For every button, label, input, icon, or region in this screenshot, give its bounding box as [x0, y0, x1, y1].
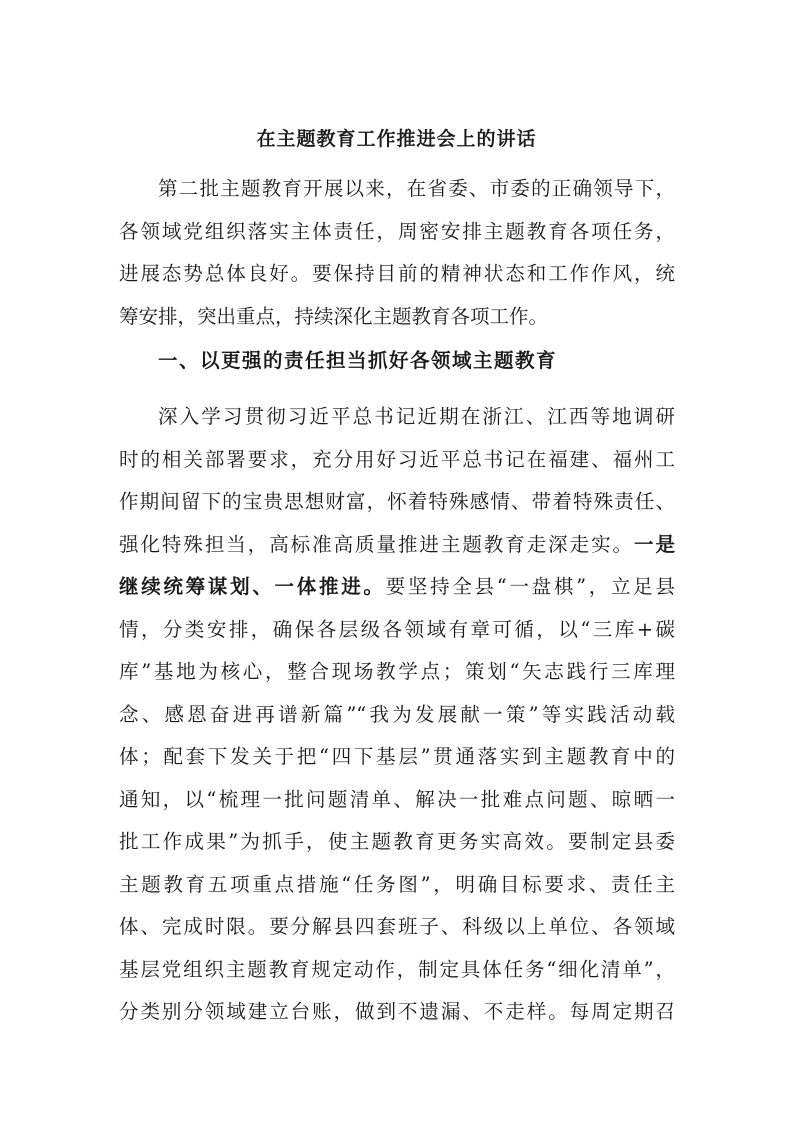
paragraph-line: 批工作成果”为抓手，使主题教育更务实高效。要制定县委: [119, 830, 675, 853]
paragraph-line: 通知，以“梳理一批问题清单、解决一批难点问题、晾晒一: [119, 787, 675, 811]
paragraph-line: 情，分类安排，确保各层级各领域有章可循，以“三库+碳: [119, 617, 675, 641]
emphasis-text: 继续统筹谋划、一体推进。: [119, 575, 386, 598]
paragraph-line: 体；配套下发关于把“四下基层”贯通落实到主题教育中的: [119, 745, 675, 768]
paragraph-text: 强化特殊担当，高标准高质量推进主题教育走深走实。: [119, 532, 635, 556]
paragraph-line: 筹安排，突出重点，持续深化主题教育各项工作。: [119, 304, 549, 328]
paragraph-line: 各领域党组织落实主体责任，周密安排主题教育各项任务，: [119, 219, 675, 243]
paragraph-line: 时的相关部署要求，充分用好习近平总书记在福建、福州工: [119, 447, 675, 471]
paragraph-line: 主题教育五项重点措施“任务图”，明确目标要求、责任主: [119, 872, 675, 896]
paragraph-line: 第二批主题教育开展以来，在省委、市委的正确领导下，: [158, 177, 675, 200]
section-paragraph: [119, 396, 675, 1034]
paragraph-line: 基层党组织主题教育规定动作，制定具体任务“细化清单”，: [119, 957, 675, 981]
paragraph-line: 念、感恩奋进再谱新篇”“我为发展献一策”等实践活动载: [119, 702, 675, 726]
section-heading: 一、以更强的责任担当抓好各领域主题教育: [158, 349, 558, 372]
intro-paragraph: [119, 168, 675, 338]
paragraph-line: 深入学习贯彻习近平总书记近期在浙江、江西等地调研: [158, 405, 675, 428]
paragraph-text: 要坚持全县“一盘棋”，立足县: [385, 575, 675, 598]
paragraph-line: 进展态势总体良好。要保持目前的精神状态和工作作风，统: [119, 262, 675, 285]
document-title: 在主题教育工作推进会上的讲话: [256, 128, 537, 150]
paragraph-line: [119, 566, 675, 609]
paragraph-line: 分类别分领域建立台账，做到不遗漏、不走样。每周定期召: [119, 1000, 675, 1023]
emphasis-text: 一是: [634, 532, 675, 556]
paragraph-line: [119, 524, 675, 567]
paragraph-line: 库”基地为核心，整合现场教学点；策划“矢志践行三库理: [119, 660, 675, 683]
paragraph-line: 体、完成时限。要分解县四套班子、科级以上单位、各领域: [119, 915, 675, 938]
paragraph-line: 作期间留下的宝贵思想财富，怀着特殊感情、带着特殊责任、: [119, 490, 675, 513]
